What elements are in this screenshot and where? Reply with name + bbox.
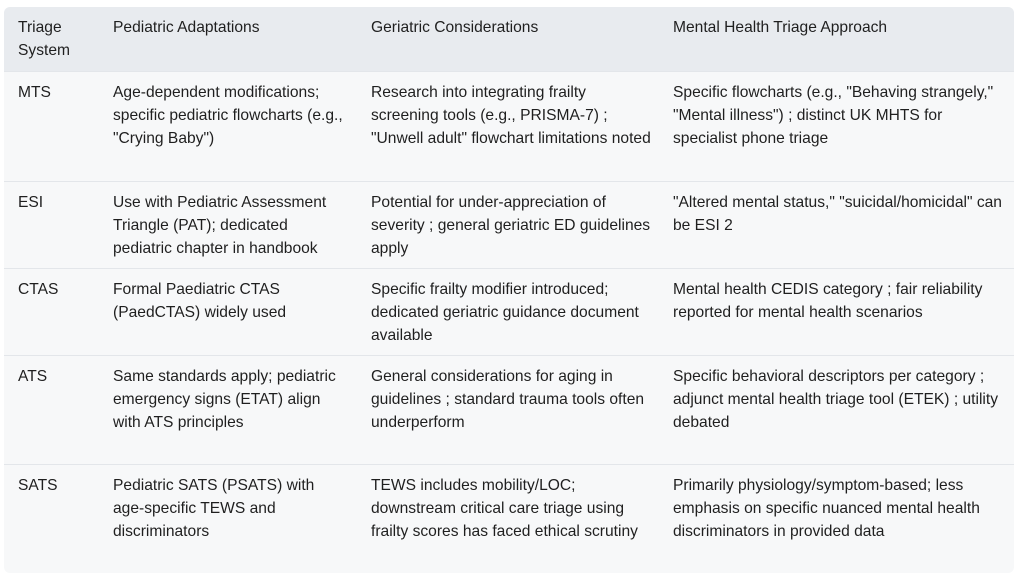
cell-system: SATS: [18, 476, 58, 494]
cell-system: ATS: [18, 367, 48, 385]
cell-pediatric: Formal Paediatric CTAS (PaedCTAS) widely used: [113, 280, 287, 321]
cell-geriatric: TEWS includes mobility/LOC; downstream critical care triage using frailty scores has faced ethical scrutiny: [371, 476, 638, 540]
cell-system: MTS: [18, 83, 51, 101]
header-triage-system: Triage System: [18, 19, 70, 59]
cell-pediatric: Age-dependent modifications; specific pediatric flowcharts (e.g., "Crying Baby"): [113, 83, 343, 147]
cell-mental-health: Mental health CEDIS category ; fair reliability reported for mental health scenarios: [673, 280, 983, 321]
header-row: [4, 7, 1014, 71]
cell-system: CTAS: [18, 280, 59, 298]
cell-pediatric: Same standards apply; pediatric emergency signs (ETAT) align with ATS principles: [113, 367, 336, 431]
table-header: [4, 7, 1014, 71]
cell-mental-health: Specific flowcharts (e.g., "Behaving strangely," "Mental illness") ; distinct UK MHTS for specialist phone triage: [673, 83, 994, 147]
cell-pediatric: Pediatric SATS (PSATS) with age-specific TEWS and discriminators: [113, 476, 315, 540]
table-row: [4, 71, 1014, 181]
table-body: [4, 71, 1014, 573]
cell-geriatric: General considerations for aging in guidelines ; standard trauma tools often underperform: [371, 367, 645, 431]
cell-system: ESI: [18, 193, 44, 211]
cell-mental-health: Primarily physiology/symptom-based; less emphasis on specific nuanced mental health discriminators in provided data: [673, 476, 980, 540]
header-mental-health-approach: Mental Health Triage Approach: [673, 19, 888, 36]
cell-geriatric: Research into integrating frailty screening tools (e.g., PRISMA-7) ; "Unwell adult" flowchart limitations noted: [371, 83, 651, 147]
table-row: [4, 268, 1014, 355]
cell-geriatric: Potential for under-appreciation of severity ; general geriatric ED guidelines apply: [371, 193, 651, 257]
table-row: [4, 464, 1014, 573]
triage-comparison-table: [4, 7, 1014, 573]
comparison-table-container: [4, 7, 1014, 573]
header-pediatric-adaptations: Pediatric Adaptations: [113, 19, 260, 36]
cell-mental-health: "Altered mental status," "suicidal/homicidal" can be ESI 2: [673, 193, 1002, 234]
header-geriatric-considerations: Geriatric Considerations: [371, 19, 539, 36]
table-row: [4, 355, 1014, 464]
cell-mental-health: Specific behavioral descriptors per category ; adjunct mental health triage tool (ETEK) ; utility debated: [673, 367, 999, 431]
cell-pediatric: Use with Pediatric Assessment Triangle (PAT); dedicated pediatric chapter in handbook: [113, 193, 327, 257]
cell-geriatric: Specific frailty modifier introduced; dedicated geriatric guidance document available: [371, 280, 639, 344]
table-row: [4, 181, 1014, 268]
